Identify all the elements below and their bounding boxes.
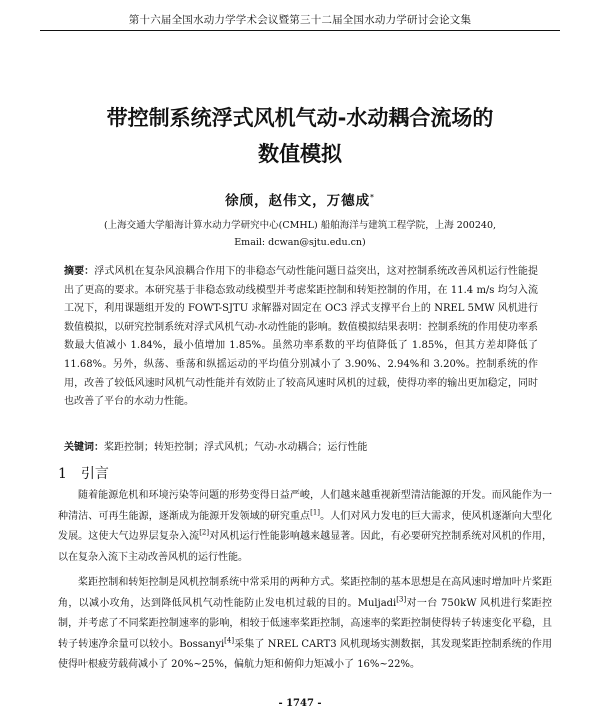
title-line-2: 数值模拟 bbox=[258, 142, 342, 166]
p2-text-c: 采集了 NREL CART3 风机现场实测数据，其发现桨距控制系统的作用使得叶根疲劳载荷减小了 20%~25%，偏航力矩和俯仰力矩减小了 16%~22%。 bbox=[58, 638, 552, 670]
abstract bbox=[64, 263, 538, 412]
authors bbox=[40, 189, 560, 209]
author-names: 徐颀，赵伟文，万德成 bbox=[225, 193, 371, 209]
affiliation-line-1: (上海交通大学船海计算水动力学研究中心(CMHL) 船舶海洋与建筑工程学院，上海 200240, bbox=[103, 220, 497, 231]
affiliation-email: Email: dcwan@sjtu.edu.cn) bbox=[234, 237, 366, 248]
section-title: 引言 bbox=[80, 466, 109, 482]
p2-text-a: 桨距控制和转矩控制是风机控制系统中常采用的两种方式。桨距控制的基本思想是在高风速时增加叶片桨距角，以减小攻角，达到降低风机气动性能防止发电机过载的目的。Muljadi bbox=[58, 577, 552, 609]
keywords-label: 关键词： bbox=[64, 442, 104, 453]
p1-text-c: 对风机运行性能影响越来越显著。因此，有必要研究控制系统对风机的作用，以在复杂入流下主动改善风机的运行性能。 bbox=[58, 531, 553, 563]
running-header: 第十六届全国水动力学学术会议暨第三十二届全国水动力学研讨会论文集 bbox=[128, 14, 472, 26]
header-rule bbox=[40, 30, 560, 31]
title-line-1: 带控制系统浮式风机气动-水动耦合流场的 bbox=[106, 106, 494, 130]
citation-2: [2] bbox=[199, 528, 210, 537]
paper-title bbox=[40, 100, 560, 172]
p1-text-b: 。人们对风力发电的巨大需求，使风机逐渐向大型化发展。这使大气边界层复杂入流 bbox=[58, 510, 553, 542]
citation-4: [4] bbox=[224, 636, 235, 645]
section-heading bbox=[58, 463, 123, 483]
keywords-text: 桨距控制；转矩控制；浮式风机；气动-水动耦合；运行性能 bbox=[104, 442, 368, 453]
keywords bbox=[64, 439, 538, 457]
page-number: - 1747 - bbox=[278, 698, 322, 709]
abstract-text: 浮式风机在复杂风浪耦合作用下的非稳态气动性能问题日益突出，这对控制系统改善风机运行性能提出了更高的要求。本研究基于非稳态致动线模型并考虑桨距控制和转矩控制的作用，在 11.4 m/s 均匀入流工况下，利用课题组开发的 FOWT-SJTU 求解器对固定在 OC3 浮式支撑平台上的 NREL 5MW 风机进行数值模拟，以研究控制系统对浮式风机气动-水动性能的影响。数值模拟结果表明：控制系统的作用使功率系数最大值减小 1.84%，最小值增加 1.85%。虽然功率系数的平均值降低了 1.85%，但其方差却降低了 11.68%。另外，纵荡、垂荡和纵摇运动的平均值分别减小了 3.90%、2.94%和 3.20%。控制系统的作用，改善了较低风速时风机气动性能并有效防止了较高风速时风机的过载，使得功率的输出更加稳定，同时也改善了平台的水动力性能。 bbox=[64, 266, 539, 408]
citation-1: [1] bbox=[310, 508, 321, 517]
p1-text-a: 随着能源危机和环境污染等问题的形势变得日益严峻，人们越来越重视新型清洁能源的开发。而风能作为一种清洁、可再生能源，逐渐成为能源开发领域的研究重点 bbox=[58, 490, 552, 522]
body-paragraph-2 bbox=[58, 573, 552, 676]
p2-text-b: 对一台 750kW 风机进行桨距控制，并考虑了不同桨距控制速率的影响，相较于低速率桨距控制，高速率的桨距控制使得转子转速变化平稳，且转子转速净余量可以较小。Bossanyi bbox=[58, 597, 552, 650]
body-paragraph-1 bbox=[58, 486, 552, 568]
citation-3: [3] bbox=[396, 595, 407, 604]
corresponding-mark: * bbox=[370, 192, 375, 202]
affiliation bbox=[40, 217, 560, 251]
abstract-label: 摘要： bbox=[64, 266, 95, 277]
section-number: 1 bbox=[58, 466, 67, 482]
